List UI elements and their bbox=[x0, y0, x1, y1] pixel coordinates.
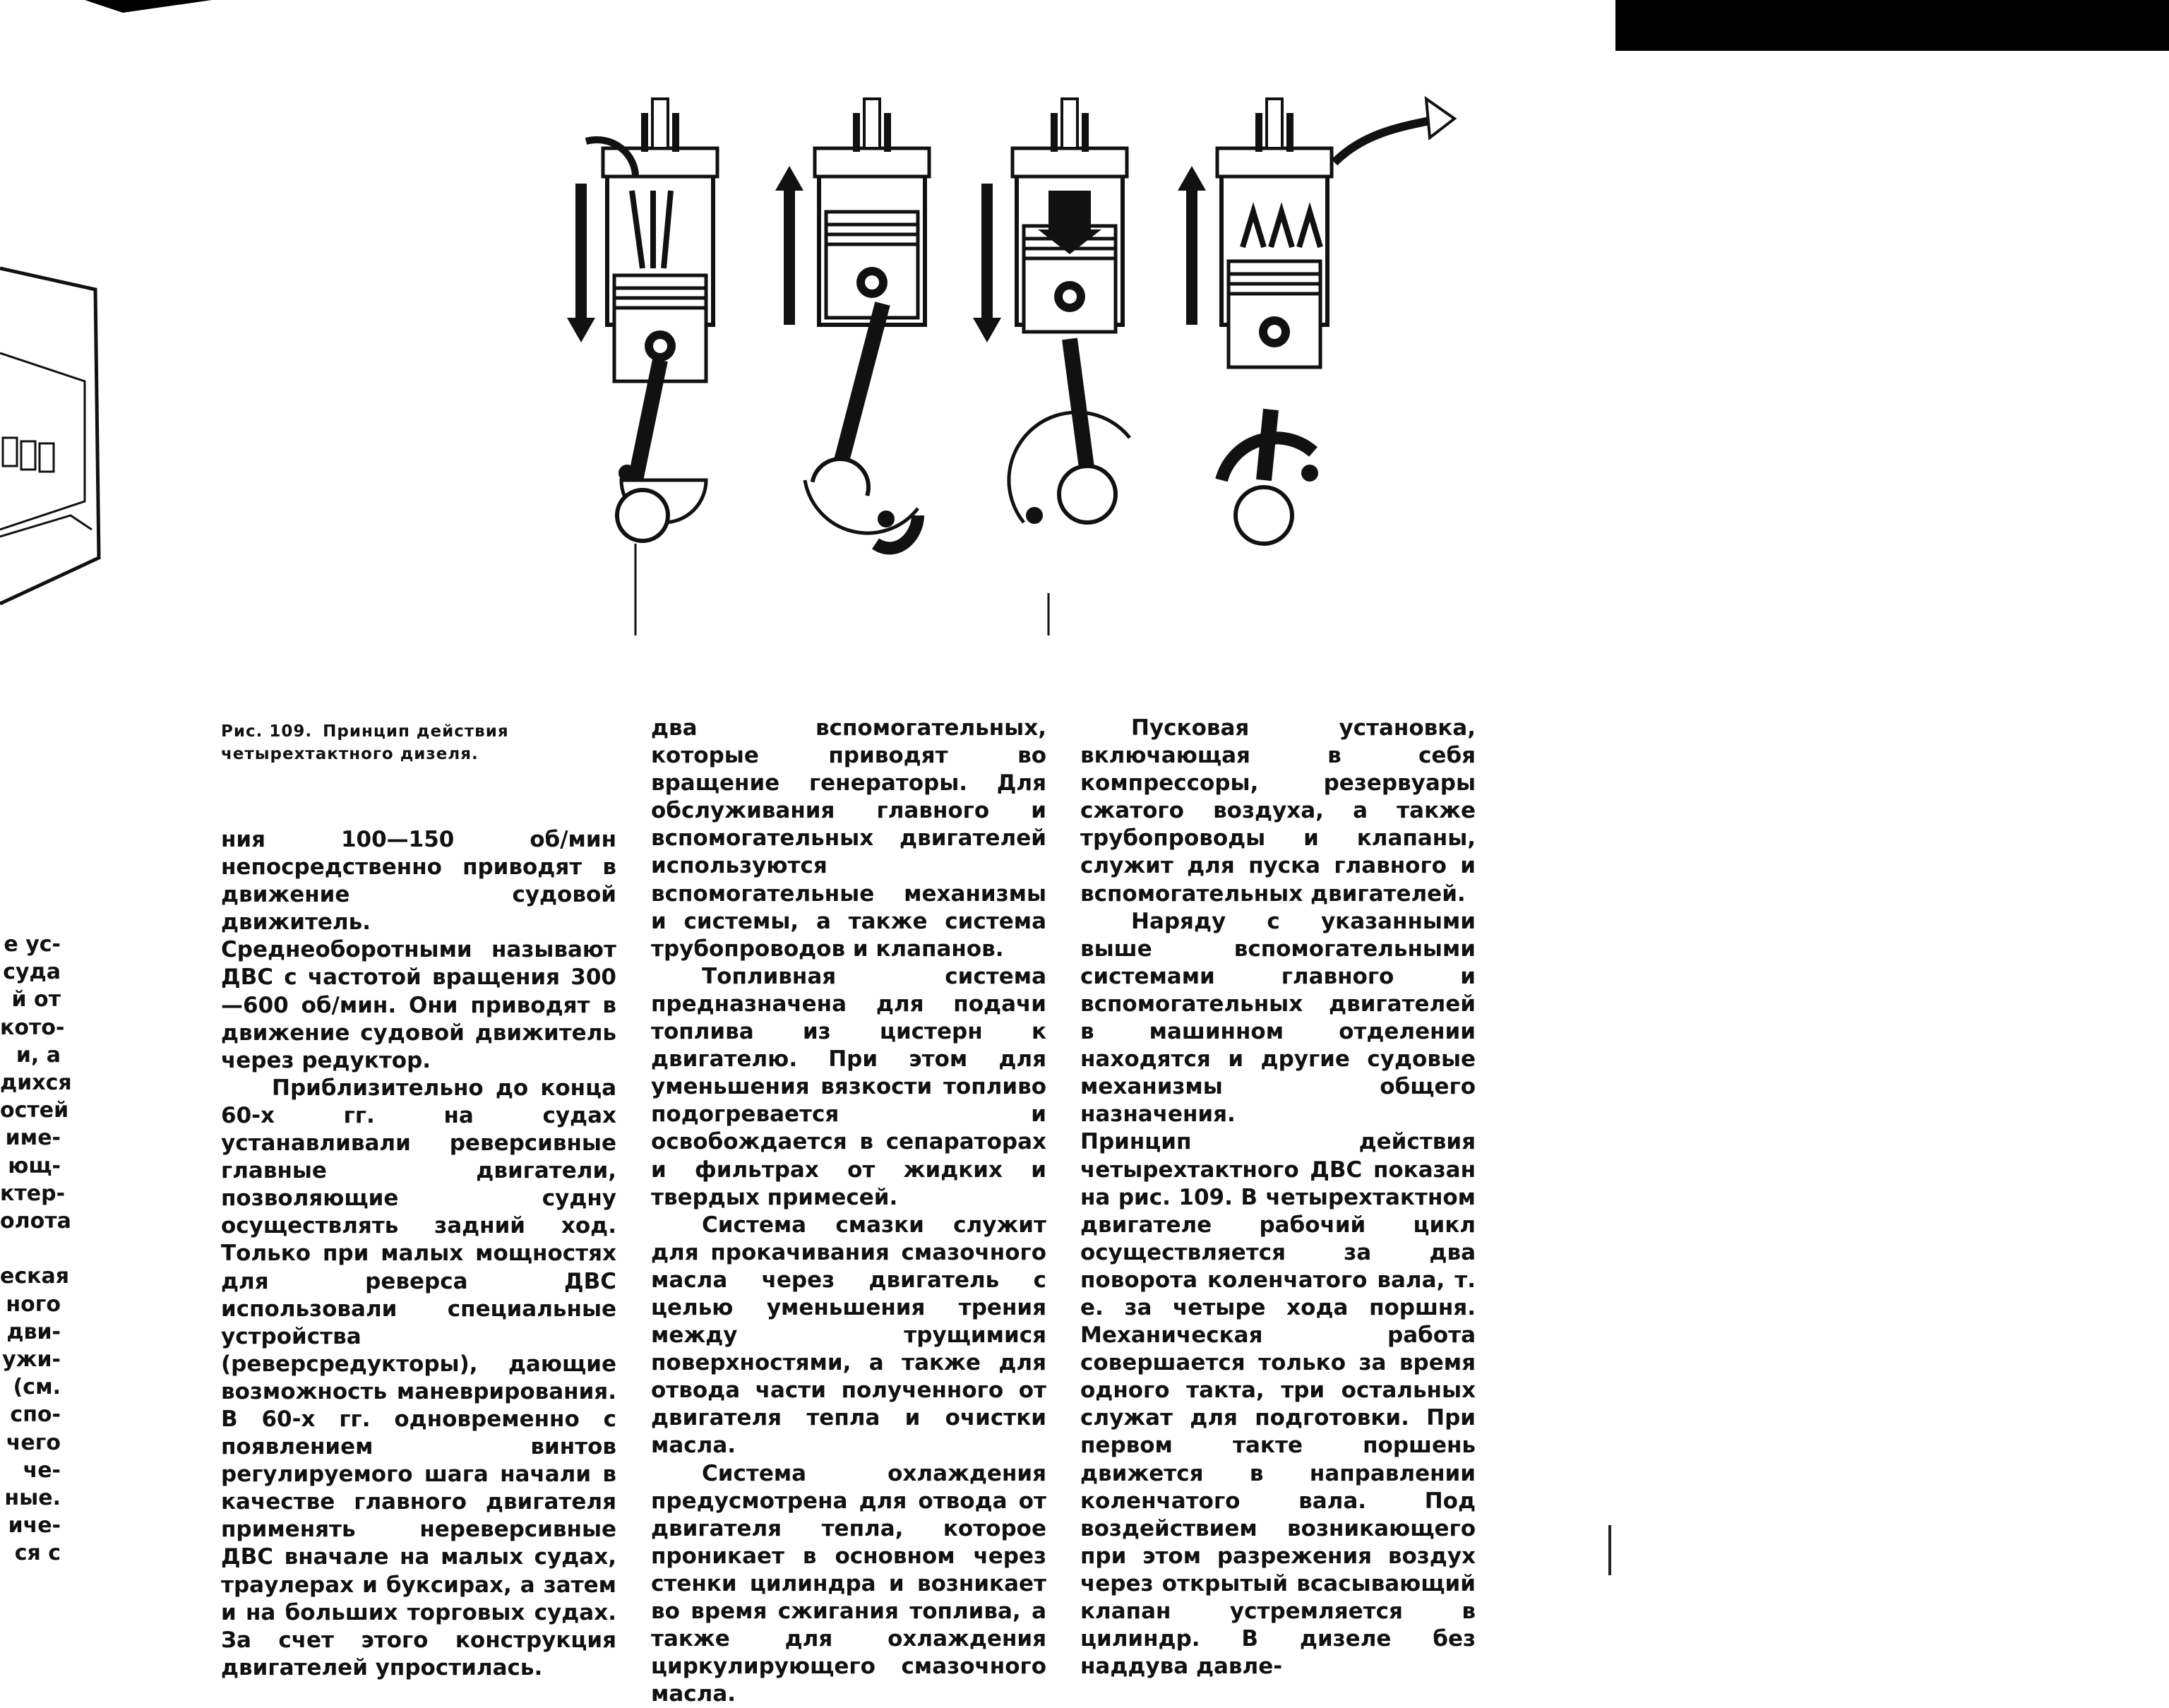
paragraph: Пусковая установка, включающая в себя компрессоры, резервуары сжатого воздуха, а также трубопроводы и клапаны, служит для пуска главного и вспомогательных двигателей. bbox=[1080, 715, 1476, 907]
fragment-line: остей bbox=[0, 1098, 69, 1123]
figure-caption bbox=[221, 720, 616, 765]
fragment-line: и, а bbox=[16, 1042, 61, 1068]
previous-page-text-fragment bbox=[0, 931, 72, 1567]
stroke-intake bbox=[567, 99, 717, 635]
fragment-line: ющ- bbox=[8, 1153, 61, 1178]
fragment-line: спо- bbox=[10, 1402, 61, 1428]
scan-dark-wedge bbox=[85, 0, 212, 13]
four-stroke-diagram bbox=[565, 85, 1490, 643]
paragraph: Система охлаждения предусмотрена для отвода от двигателя тепла, которое проникает в основном через стенки цилиндра и возникает во время сжигания топлива, а также для охлаждения циркулирующего смазочного масла. bbox=[651, 1460, 1046, 1707]
fragment-line: олота bbox=[0, 1209, 71, 1234]
fragment-line: иче- bbox=[8, 1513, 61, 1539]
paragraph: ния 100—150 об/мин непосредственно приводят в движение судовой движитель. Среднеоборотными называют ДВС с частотой вращения 300—600 об/мин. Они приводят в движение судовой движитель через редуктор. bbox=[221, 827, 616, 1073]
fragment-line: че- bbox=[23, 1457, 61, 1483]
fragment-line: й от bbox=[11, 987, 61, 1013]
paragraph: Наряду с указанными выше вспомогательными системами главного и вспомогательных двигателей в машинном отделении находятся и другие судовые механизмы общего назначения. bbox=[1080, 908, 1476, 1128]
paragraph: Топливная система предназначена для подачи топлива из цистерн к двигателю. При этом для уменьшения вязкости топливо подогревается и освобождается в сепараторах и фильтрах от жидких и твердых примесей. bbox=[651, 963, 1046, 1210]
stroke-compression bbox=[775, 99, 929, 548]
scan-dark-corner bbox=[1615, 0, 2169, 51]
four-stroke-diagram-svg bbox=[565, 85, 1490, 643]
text-column-2 bbox=[651, 715, 1046, 1708]
fragment-line: ся с bbox=[14, 1541, 61, 1566]
figure-caption-label: Рис. 109. bbox=[221, 722, 313, 741]
paragraph: два вспомогательных, которые приводят во вращение генераторы. Для обслуживания главного и вспомогательных двигателей используются вспомогательные механизмы и системы, а также система трубопроводов и клапанов. bbox=[651, 715, 1046, 962]
fragment-line: е ус- bbox=[4, 932, 61, 957]
fragment-line: (см. bbox=[13, 1375, 61, 1400]
fragment-line: кото- bbox=[0, 1015, 65, 1040]
stroke-exhaust bbox=[1178, 99, 1454, 544]
stroke-power bbox=[973, 99, 1130, 635]
paragraph: Система смазки служит для прокачивания смазочного масла через двигатель с целью уменьшения трения между трущимися поверхностями, а также для отвода части полученного от двигателя тепла и очистки масла. bbox=[651, 1212, 1046, 1459]
fragment-line: суда bbox=[3, 960, 61, 985]
fragment-line bbox=[0, 1235, 61, 1262]
fragment-line: ные. bbox=[4, 1486, 61, 1511]
scan-page-edge bbox=[1608, 1525, 1611, 1575]
paragraph: Принцип действия четырехтактного ДВС показан на рис. 109. В четырехтактном двигателе рабочий цикл осуществляется за два поворота коленчатого вала, т. е. за четыре хода поршня. Механическая работа совершается только за время одного такта, три остальных служат для подготовки. При первом такте поршень движется в направлении коленчатого вала. Под воздействием возникающего при этом разрежения воздух через открытый всасывающий клапан устремляется в цилиндр. В дизеле без наддува давле- bbox=[1080, 1129, 1476, 1680]
fragment-line: ктер- bbox=[0, 1181, 66, 1206]
text-column-3 bbox=[1080, 715, 1476, 1680]
paragraph: Приблизительно до конца 60-х гг. на судах устанавливали реверсивные главные двигатели, позволяющие судну осуществлять задний ход. Только при малых мощностях для реверса ДВС использовали специальные устройства (реверсредукторы), дающие возможность маневрирования. В 60-х гг. одновременно с появлением винтов регулируемого шага начали в качестве главного двигателя применять нереверсивные ДВС вначале на малых судах, траулерах и буксирах, а затем и на больших торговых судах. За счет этого конструкция двигателей упростилась. bbox=[221, 1075, 616, 1680]
fragment-line: чего bbox=[6, 1430, 61, 1455]
text-column-1 bbox=[221, 826, 616, 1682]
figure-caption-text: Принцип действия четырехтактного дизеля. bbox=[221, 722, 509, 763]
fragment-line: име- bbox=[5, 1125, 61, 1151]
fragment-line: дви- bbox=[6, 1319, 61, 1344]
fragment-line: ужи- bbox=[2, 1347, 61, 1373]
fragment-line: дихся bbox=[0, 1070, 72, 1096]
fragment-line: ного bbox=[6, 1291, 61, 1317]
previous-page-illustration-fragment bbox=[0, 261, 106, 614]
fragment-line: еская bbox=[0, 1264, 69, 1289]
